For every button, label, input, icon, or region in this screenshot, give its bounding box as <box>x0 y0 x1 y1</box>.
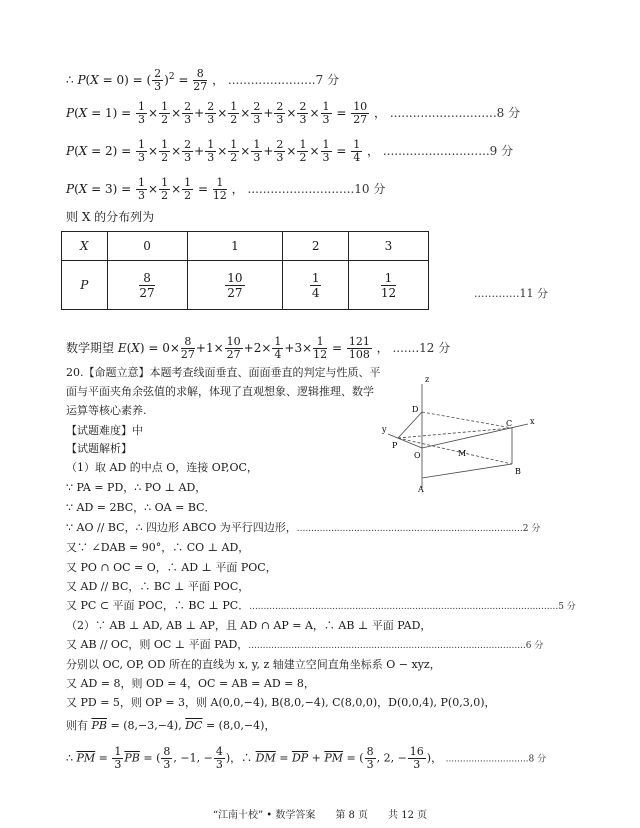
table-header: X <box>62 232 108 261</box>
score-marker: ...............................................................................2 分 <box>296 524 541 534</box>
table-header: 2 <box>283 232 349 261</box>
label-o: O <box>414 451 421 460</box>
solution-line: 又 AB // OC，则 OC ⊥ 平面 PAD，.................................................................................................6 分 <box>66 638 544 651</box>
score-marker: .................................................................................................6 分 <box>248 641 544 651</box>
eq-p-x2: P(X = 2) = $\frac{1}{3}$ × $\frac{1}{2}$ × $\frac{2}{3}$ + $\frac{1}{3}$ × $\frac{1}{2}$ × $\frac{1}{3}$ + $\frac{2}{3}$ × $\frac{1}{2}$ × $\frac{1}{3}$ = $\frac{1}{4}$ ， ............................9 分 <box>66 138 514 164</box>
label-d: D <box>412 405 419 414</box>
edge-pc <box>398 428 512 438</box>
solution-line: ∵ PA = PD，∴ PO ⊥ AD， <box>66 481 207 494</box>
table-cell: $\frac{10}{27}$ <box>187 261 283 310</box>
p20-intent-line2: 面与平面夹角余弦值的求解，体现了直观想象、逻辑推理、数学 <box>66 385 374 398</box>
solution-line: 又 PD = 5，则 OP = 3，则 A(0,0,−4), B(8,0,−4), C(8,0,0)，D(0,0,4), P(0,3,0)， <box>66 696 496 709</box>
solution-line: 则有 $\overline{PB} = (8,-3,-4)$, $\overline{DC} = (8,0,-4)$， <box>66 719 276 732</box>
table-row-label: P <box>62 261 108 310</box>
solution-line: 又 PO ∩ OC = O，∴ AD ⊥ 平面 POC， <box>66 561 277 574</box>
score-marker: .............11 分 <box>474 287 548 300</box>
eq-p-x1: P(X = 1) = $\frac{1}{3}$ × $\frac{1}{2}$ × $\frac{2}{3}$ + $\frac{2}{3}$ × $\frac{1}{2}$ × $\frac{2}{3}$ + $\frac{2}{3}$ × $\frac{2}{3}$ × $\frac{1}{3}$ = $\frac{10}{27}$ ， ............................8 分 <box>66 100 521 126</box>
edge-dc <box>422 412 512 428</box>
eq-expectation: 数学期望 E(X) = 0× $\frac{8}{27}$ +1× $\frac{10}{27}$ +2× $\frac{1}{4}$ +3× $\frac{1}{12}$ = $\frac{121}{108}$ ， .......12 分 <box>66 335 451 361</box>
score-marker: .............................8 分 <box>445 754 547 765</box>
page-footer: “江南十校” • 数学答案 第 8 页 共 12 页 <box>212 810 428 821</box>
distribution-intro: 则 X 的分布列为 <box>66 210 155 224</box>
table-cell: $\frac{1}{12}$ <box>348 261 428 310</box>
score-marker: ............................10 分 <box>247 182 386 196</box>
solution-line: ∵ AD = 2BC，∴ OA = BC． <box>66 501 216 514</box>
table-header: 0 <box>107 232 187 261</box>
solution-line: 又 AD // BC，∴ BC ⊥ 平面 POC， <box>66 580 250 593</box>
label-x: x <box>530 417 535 426</box>
score-marker: ............................................................................................................5 分 <box>249 602 576 612</box>
table-cell: $\frac{8}{27}$ <box>107 261 187 310</box>
edge-pd <box>398 412 422 438</box>
table-header: 1 <box>187 232 283 261</box>
score-marker: .......................7 分 <box>227 73 340 87</box>
solution-line: 又 AD = 8，则 OD = 4，OC = AB = AD = 8， <box>66 677 315 690</box>
p20-intent-line3: 运算等核心素养. <box>66 404 147 417</box>
score-marker: .......12 分 <box>392 341 451 355</box>
solution-line: ∵ AO // BC，∴ 四边形 ABCO 为平行四边形，...............................................................................2 分 <box>66 521 541 534</box>
analysis-label: 【试题解析】 <box>66 442 132 455</box>
solution-line: （1）取 AD 的中点 O，连接 OP,OC， <box>66 461 258 474</box>
difficulty-label: 【试题难度】中 <box>66 424 143 437</box>
solution-line: 分别以 OC, OP, OD 所在的直线为 x, y, z 轴建立空间直角坐标系 O − xyz， <box>66 658 441 671</box>
label-b: B <box>515 467 521 476</box>
label-m: M <box>458 449 467 458</box>
p20-intent-line1: 20.【命题立意】本题考查线面垂直、面面垂直的判定与性质、平 <box>66 366 381 379</box>
label-p: P <box>392 441 398 450</box>
edge-ab <box>422 464 512 478</box>
eq-p-x3: P(X = 3) = $\frac{1}{3}$ × $\frac{1}{2}$ × $\frac{1}{2}$ = $\frac{1}{12}$ ， ............................10 分 <box>66 176 386 202</box>
label-c: C <box>506 419 513 428</box>
score-marker: ............................8 分 <box>389 106 521 120</box>
label-y: y <box>382 425 387 434</box>
score-marker: ............................9 分 <box>382 144 514 158</box>
label-z: z <box>425 375 430 384</box>
solution-line: ∴ $\overline{PM}$ = $\frac{1}{3}$ $\overline{PB}$ = ( $\frac{8}{3}$ , −1, − $\frac{4}{3}$ )，∴ $\overline{DM} = \overline{DP} + \overline{PM}$ = ( $\frac{8}{3}$ , 2, − $\frac{16}{3}$ )， .............................8 分 <box>66 745 547 771</box>
table-cell: $\frac{1}{4}$ <box>283 261 349 310</box>
eq-p-x0: ∴ P(X = 0) = ( $\frac{2}{3}$ )$^2$ = $\frac{8}{27}$ ， .......................7 分 <box>66 67 340 93</box>
label-a: A <box>418 485 424 494</box>
solution-line: 又∵ ∠DAB = 90°，∴ CO ⊥ AD， <box>66 541 250 554</box>
solution-line: 又 PC ⊂ 平面 POC，∴ BC ⊥ PC．............................................................................................................5 分 <box>66 599 576 612</box>
geometry-figure <box>378 368 538 498</box>
distribution-table <box>61 231 429 310</box>
table-header: 3 <box>348 232 428 261</box>
solution-line: （2）∵ AB ⊥ AD, AB ⊥ AP，且 AD ∩ AP = A，∴ AB ⊥ 平面 PAD， <box>66 619 432 632</box>
